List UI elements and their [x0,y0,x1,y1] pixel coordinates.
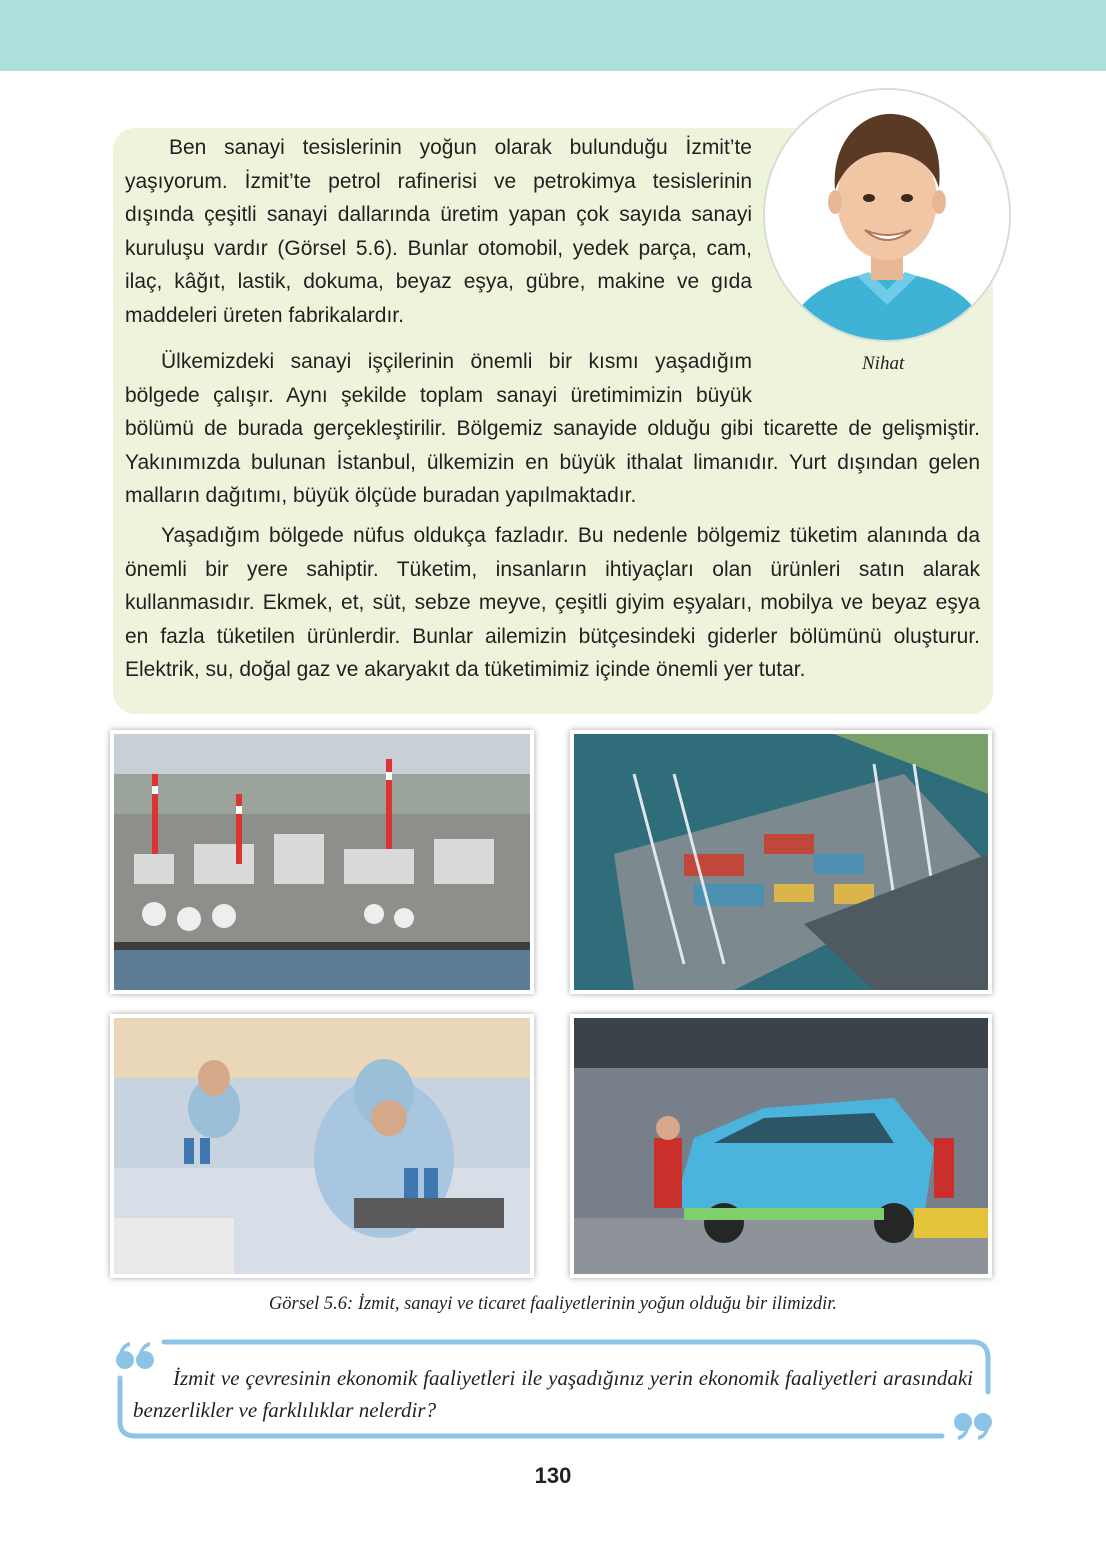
boy-portrait [765,90,1009,340]
paragraph-2 [125,345,980,513]
header-band [0,0,1106,71]
container-port-photo [570,730,992,994]
paragraph-3: Yaşadığım bölgede nüfus oldukça fazladır. Bu nedenle bölgemiz tüketim alanında da önemli bir yere sahiptir. Tüketim, insanların ihtiyaçları olan ürünleri satın alarak kullanmasıdır. Ekmek, et, süt, sebze meyve, çeşitli giyim eşyaları, mobilya ve beyaz eşya en fazla tüketilen ürünlerdir. Bunlar ailemizin bütçesindeki giderler bölümünü oluşturur. Elektrik, su, doğal gaz ve akaryakıt da tüketimimiz içinde önemli yer tutar. [125,524,980,681]
page-number: 130 [534,1463,572,1488]
question-text: İzmit ve çevresinin ekonomik faaliyetleri ile yaşadığınız yerin ekonomik faaliyetleri arasındaki benzerlikler ve farklılıklar nelerdir? [133,1366,973,1422]
paragraph-1: Ben sanayi tesislerinin yoğun olarak bulunduğu İzmit’te yaşıyorum. İzmit’te petrol rafinerisi ve petrokimya tesislerinin dışında çeşitli sanayi dallarında üretim yapan çok sayıda sanayi kuruluşu vardır (Görsel 5.6). Bunlar otomobil, yedek parça, cam, ilaç, kâğıt, lastik, dokuma, beyaz eşya, gübre, makine ve gıda maddeleri üreten fabrikalardır. [125,136,752,327]
paragraph-2-text: Ülkemizdeki sanayi işçilerinin önemli bir kısmı yaşadığım bölgede çalışır. Aynı şekilde toplam sanayi üretimimizin büyük bölümü de burada gerçekleştirilir. Bölgemiz sanayide olduğu gibi ticarette de gelişmiştir. Yakınımızda bulunan İstanbul, ülkemizin en büyük ithalat limanıdır. Yurt dışından gelen malların dağıtımı, büyük ölçüde buradan yapılmaktadır. [125,350,980,507]
car-factory-photo [570,1014,992,1278]
figure-caption: Görsel 5.6: İzmit, sanayi ve ticaret faaliyetlerinin yoğun olduğu bir ilimizdir. [268,1294,838,1314]
refinery-photo [110,730,534,994]
portrait-caption: Nihat [862,353,905,374]
textile-factory-photo [110,1014,534,1278]
